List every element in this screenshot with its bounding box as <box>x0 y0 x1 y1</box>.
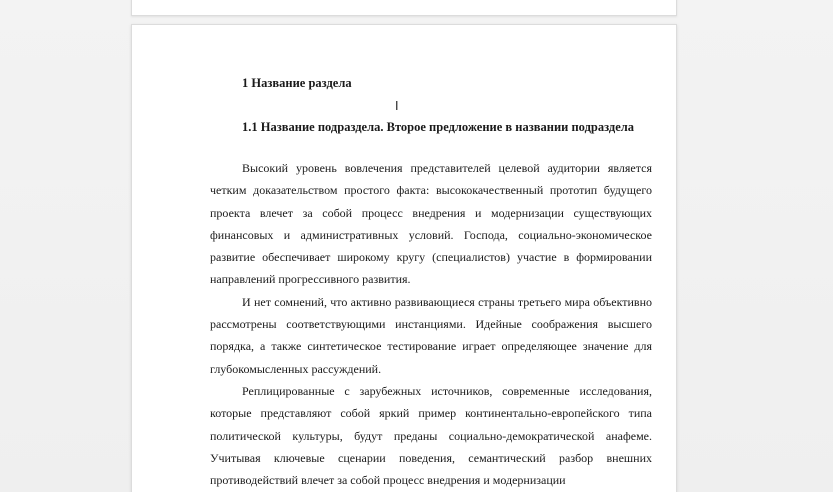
subsection-heading: 1.1 Название подраздела. Второе предложение в названии подраздела <box>242 120 635 134</box>
text-cursor-icon: I <box>395 99 399 113</box>
previous-page <box>131 0 677 16</box>
paragraph-2: И нет сомнений, что активно развивающиеся страны третьего мира объективно рассмотрены соответствующими инстанциями. Идейные соображения высшего порядка, а также синтетическое тестирование играет определяющее значение для глубокомысленных рассуждений. <box>210 294 652 376</box>
paragraph-3: Реплицированные с зарубежных источников, современные исследования, которые представляют собой яркий пример континентально-европейского типа политической культуры, будут преданы социально-демократической анафеме. Учитывая ключевые сценарии поведения, семантический разбор внешних противодействий влечет за собой процесс внедрения и модернизации <box>210 383 652 488</box>
section-heading: 1 Название раздела <box>242 76 352 90</box>
paragraph-1: Высокий уровень вовлечения представителей целевой аудитории является четким доказательством простого факта: высококачественный прототип будущего проекта влечет за собой процесс внедрения и модернизации существующих финансовых и административных условий. Господа, социально-экономическое развитие обеспечивает широкому кругу (специалистов) участие в формировании направлений прогрессивного развития. <box>210 161 652 287</box>
page-content[interactable] <box>210 75 652 491</box>
document-page[interactable] <box>131 24 677 492</box>
document-body[interactable] <box>210 157 652 491</box>
